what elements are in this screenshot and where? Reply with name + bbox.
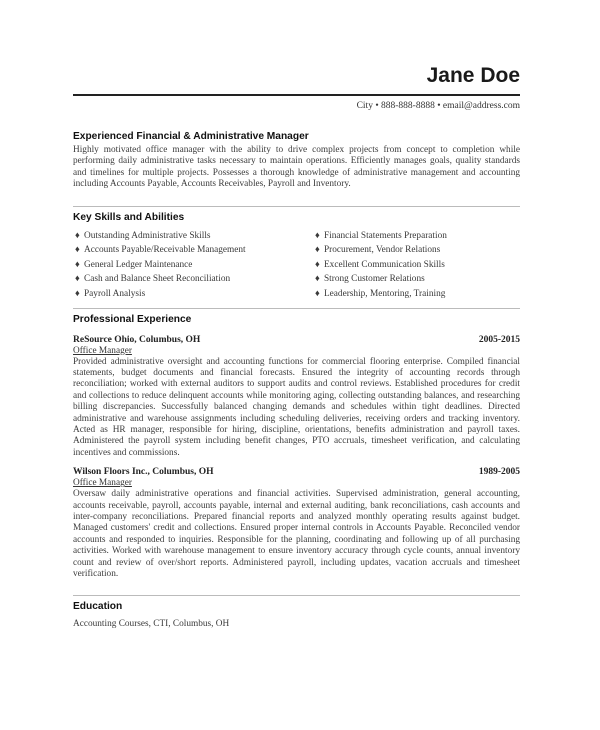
skills-list [73, 229, 520, 302]
summary-text: Highly motivated office manager with the ability to drive complex projects from concept to completion while performing daily administrative tasks necessary to maintain operations. Efficiently manages goals, quality standards and timelines for multiple projects. Possesses a thorough knowledge of administrative management and accounting including Accounts Payable, Accounts Receivables, Payroll and Inventory. [73, 145, 520, 190]
bullet-icon: ♦ [315, 230, 320, 241]
job-description: Oversaw daily administrative operations and financial activities. Supervised administration, general accounting, accounts receivable, payroll, accounts payable, internal and external auditing, bank reconciliations, cash accounts and inter-company reconciliations. Prepared financial reports and analyzed monthly operating results against budget. Managed customers' credit and collections. Ensured proper internal controls in Accounts Payable. Reconciled vendor accounts and responded to inquiries. Responsible for the planning, coordinating and following up of all purchasing activities. Worked with warehouse management to ensure inventory accuracy through cycle counts, annual inventory count and review of over/short reports. Administered payroll, including updates, vacation accruals and timesheet verification. [73, 489, 520, 580]
skill-label: Payroll Analysis [84, 289, 146, 299]
experience-divider [73, 595, 520, 596]
job-role: Office Manager [73, 345, 132, 356]
summary-title: Experienced Financial & Administrative Manager [73, 131, 309, 142]
job-entry [73, 466, 520, 580]
header-divider [73, 94, 520, 96]
list-item [315, 229, 447, 244]
skills-section [73, 211, 520, 302]
bullet-icon: ♦ [315, 245, 320, 256]
summary-divider [73, 206, 520, 207]
bullet-icon: ♦ [75, 289, 80, 299]
bullet-icon: ♦ [75, 274, 80, 285]
experience-title: Professional Experience [73, 313, 192, 325]
job-dates: 1989-2005 [478, 467, 520, 478]
job-company: ReSource Ohio, Columbus, OH [73, 334, 201, 345]
summary-section [73, 130, 520, 191]
list-item [315, 287, 447, 302]
skill-label: General Ledger Maintenance [84, 259, 193, 270]
skill-label: Strong Customer Relations [324, 274, 425, 285]
education-title: Education [73, 600, 123, 612]
list-item [315, 258, 447, 273]
job-role: Office Manager [73, 478, 132, 489]
education-line: Accounting Courses, CTI, Columbus, OH [73, 618, 230, 629]
list-item [75, 229, 315, 244]
bullet-icon: ♦ [75, 230, 80, 241]
list-item [75, 243, 315, 258]
skill-label: Procurement, Vendor Relations [324, 245, 441, 256]
bullet-icon: ♦ [315, 259, 320, 270]
skill-label: Cash and Balance Sheet Reconciliation [84, 274, 231, 285]
skill-label: Accounts Payable/Receivable Management [84, 245, 246, 256]
skill-label: Excellent Communication Skills [324, 259, 445, 270]
bullet-icon: ♦ [75, 245, 80, 256]
job-entry [73, 334, 520, 460]
bullet-icon: ♦ [75, 259, 80, 270]
job-dates: 2005-2015 [478, 334, 520, 345]
bullet-icon: ♦ [315, 274, 320, 285]
contact-line: City • 888-888-8888 • email@address.com [356, 101, 520, 111]
skills-column-left [73, 229, 315, 302]
resume-name: Jane Doe [426, 64, 520, 87]
bullet-icon: ♦ [315, 289, 320, 299]
job-header [73, 466, 520, 478]
skill-label: Leadership, Mentoring, Training [324, 289, 446, 299]
skills-column-right [315, 229, 447, 302]
skill-label: Outstanding Administrative Skills [84, 230, 211, 241]
experience-section [73, 313, 520, 581]
skills-title: Key Skills and Abilities [73, 211, 185, 223]
skill-label: Financial Statements Preparation [324, 230, 447, 241]
education-section [73, 600, 520, 630]
list-item [75, 258, 315, 273]
job-header [73, 334, 520, 346]
list-item [75, 272, 315, 287]
skills-divider [73, 308, 520, 309]
list-item [315, 272, 447, 287]
job-company: Wilson Floors Inc., Columbus, OH [73, 467, 214, 478]
job-description: Provided administrative oversight and accounting functions for commercial flooring enterprise. Compiled financial statements, budget documents and financial forecasts. Ensured the integrity of accounting records through reconciliation; worked with external auditors to support audits and control reviews. Established procedures for credit and collections to reduce delinquent accounts while monitoring aging, collecting outstanding balances, and researching billing discrepancies. Successfully balanced changing demands and schedules within tight deadlines. Directed administrative and warehouse assignments including scheduling deliveries, receiving orders and tracking inventory. Acted as HR manager, responsible for hiring, discipline, orientations, benefits administration and payroll taxes. Administered the payroll system including benefit changes, PTO accruals, timesheet verification, and calculating incentives and commissions. [73, 356, 520, 458]
list-item [75, 287, 315, 302]
list-item [315, 243, 447, 258]
